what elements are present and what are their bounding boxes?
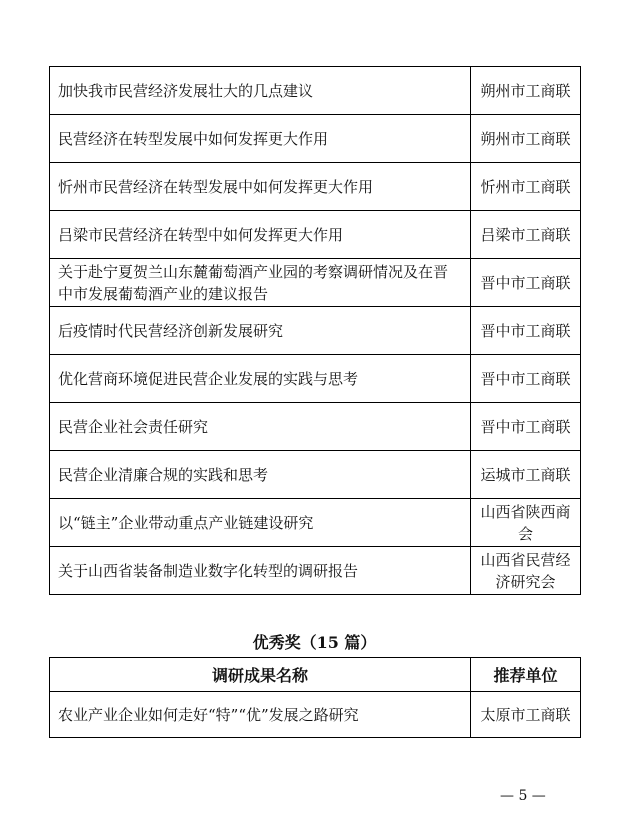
table-header-row	[50, 658, 581, 692]
table-row	[50, 355, 581, 403]
recommending-unit: 山西省民营经济研究会	[471, 547, 581, 595]
report-title: 后疫情时代民营经济创新发展研究	[50, 307, 471, 355]
report-title: 农业产业企业如何走好“特”“优”发展之路研究	[50, 692, 471, 738]
recommending-unit: 山西省陕西商会	[471, 499, 581, 547]
report-title: 民营企业清廉合规的实践和思考	[50, 451, 471, 499]
table-row	[50, 451, 581, 499]
excellent-award-table	[49, 657, 581, 738]
report-title: 吕梁市民营经济在转型中如何发挥更大作用	[50, 211, 471, 259]
report-title: 加快我市民营经济发展壮大的几点建议	[50, 67, 471, 115]
recommending-unit: 晋中市工商联	[471, 307, 581, 355]
report-title: 民营经济在转型发展中如何发挥更大作用	[50, 115, 471, 163]
report-title: 关于山西省装备制造业数字化转型的调研报告	[50, 547, 471, 595]
recommending-unit: 吕梁市工商联	[471, 211, 581, 259]
report-title: 民营企业社会责任研究	[50, 403, 471, 451]
table-row	[50, 259, 581, 307]
report-title: 以“链主”企业带动重点产业链建设研究	[50, 499, 471, 547]
recommending-unit: 晋中市工商联	[471, 259, 581, 307]
table-row	[50, 67, 581, 115]
report-title: 忻州市民营经济在转型发展中如何发挥更大作用	[50, 163, 471, 211]
recommending-unit: 晋中市工商联	[471, 403, 581, 451]
page-number: — 5 —	[500, 788, 546, 804]
recommending-unit: 晋中市工商联	[471, 355, 581, 403]
table-row	[50, 403, 581, 451]
table-row	[50, 692, 581, 738]
table-row	[50, 163, 581, 211]
table-row	[50, 547, 581, 595]
column-header-unit: 推荐单位	[471, 658, 581, 692]
table-row	[50, 307, 581, 355]
recommending-unit: 朔州市工商联	[471, 115, 581, 163]
recommending-unit: 太原市工商联	[471, 692, 581, 738]
recommending-unit: 运城市工商联	[471, 451, 581, 499]
excellent-award-heading: 优秀奖（15 篇）	[252, 633, 377, 652]
report-title: 优化营商环境促进民营企业发展的实践与思考	[50, 355, 471, 403]
table-row	[50, 499, 581, 547]
award-table-continued	[49, 66, 581, 595]
table-row	[50, 211, 581, 259]
column-header-title: 调研成果名称	[50, 658, 471, 692]
recommending-unit: 朔州市工商联	[471, 67, 581, 115]
recommending-unit: 忻州市工商联	[471, 163, 581, 211]
report-title: 关于赴宁夏贺兰山东麓葡萄酒产业园的考察调研情况及在晋中市发展葡萄酒产业的建议报告	[50, 259, 471, 307]
table-row	[50, 115, 581, 163]
